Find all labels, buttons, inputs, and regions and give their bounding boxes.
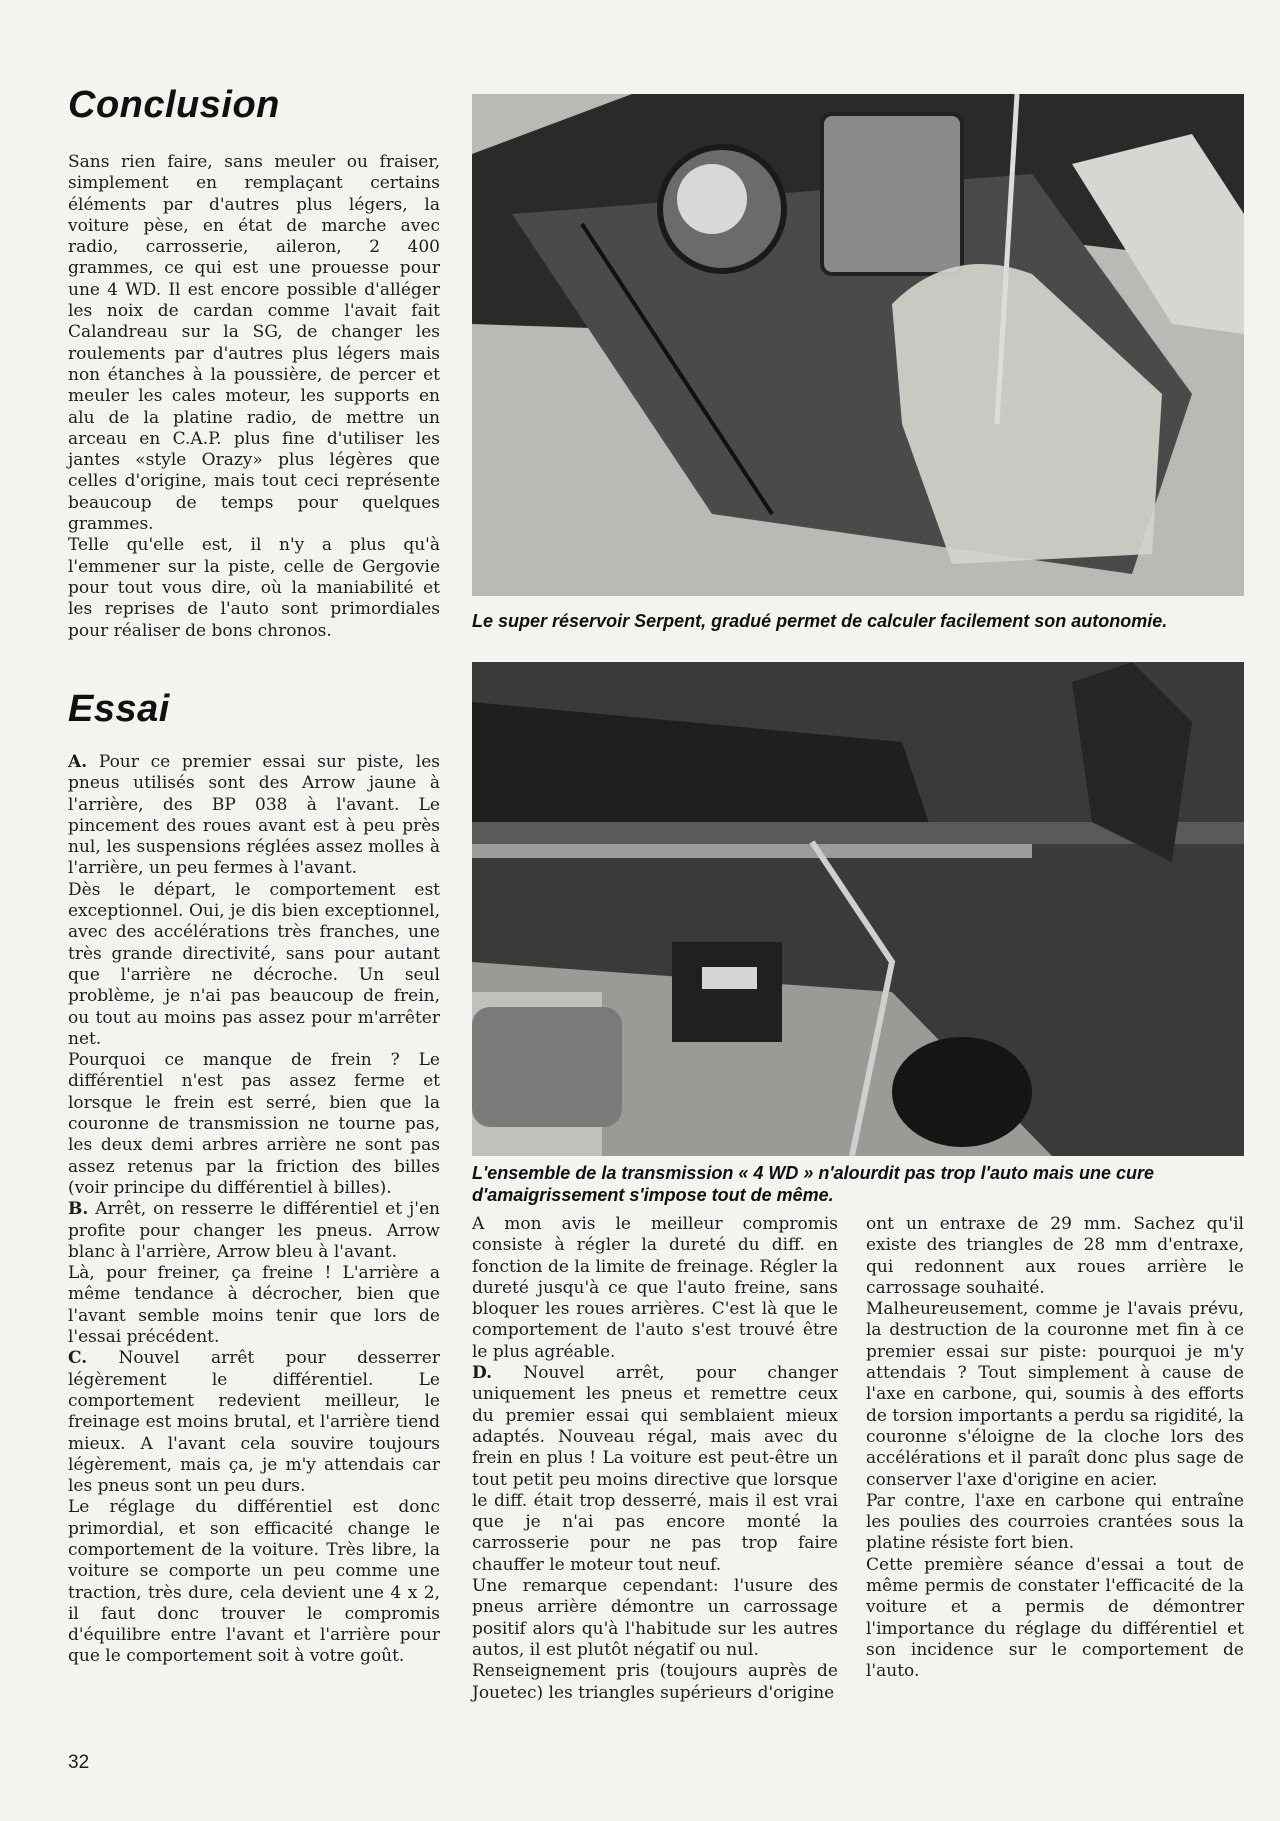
essai-paragraph-4: [68, 1199, 440, 1263]
essai-lead-c: C.: [68, 1348, 88, 1369]
photo-transmission-caption: L'ensemble de la transmission « 4 WD » n'alourdit pas trop l'auto mais une cure d'amaigrissement s'impose tout de même.: [472, 1163, 1155, 1205]
col2-paragraph-1: [472, 1214, 838, 1363]
conclusion-heading: Conclusion: [68, 84, 280, 126]
col3-paragraph-4: Cette première séance d'essai a tout de même permis de constater l'efficacité de la voiture et a permis de démontrer l'importance du réglage du différentiel et son incidence sur le comportement de l'auto.: [866, 1554, 1244, 1682]
essai-body: [68, 752, 440, 1668]
col2-paragraph-2: [472, 1363, 838, 1576]
conclusion-paragraph-1: Sans rien faire, sans meuler ou fraiser, simplement en remplaçant certains éléments par d'autres plus légers, la voiture pèse, en état de marche avec radio, carrosserie, aileron, 2 400 grammes, ce qui est une prouesse pour une 4 WD. Il est encore possible d'alléger les noix de cardan comme l'avait fait Calandreau sur la SG, de changer les roulements par d'autres plus légers mais non étanches à la poussière, de percer et meuler les cales moteur, les supports en alu de la platine radio, de mettre un arceau en C.A.P. plus fine d'utiliser les jantes «style Orazy» plus légères que celles d'origine, mais tout ceci représente beaucoup de temps pour quelques grammes.: [68, 152, 440, 535]
col2-text-2: Nouvel arrêt, pour changer uniquement les pneus et remettre ceux du premier essai qui semblaient mieux adaptés. Nouveau régal, mais avec du frein en plus ! La voiture est peut-être un tout petit peu moins directive que lorsque le diff. était trop desserré, mais il est vrai que je n'ai pas encore monté la carrosserie pour ne pas trop faire chauffer le moteur tout neuf.: [472, 1363, 838, 1575]
essai-paragraph-5: [68, 1263, 440, 1348]
essai-text-3: Pourquoi ce manque de frein ? Le différentiel n'est pas assez ferme et lorsque le frein est serré, bien que la couronne de transmission ne tourne pas, les deux demi arbres arrière ne sont pas assez retenus par la friction des billes (voir principe du différentiel à billes).: [68, 1050, 440, 1198]
photo-fuel-tank-caption: Le super réservoir Serpent, gradué permet de calculer facilement son autonomie.: [472, 611, 1168, 631]
conclusion-body: [68, 152, 440, 642]
essai-paragraph-1: [68, 752, 440, 880]
essai-text-4: Arrêt, on resserre le différentiel et j'en profite pour changer les pneus. Arrow blanc à l'arrière, Arrow bleu à l'avant.: [68, 1199, 440, 1262]
photo-fuel-tank-drawing: [472, 94, 1244, 596]
essai-text-7: Le réglage du différentiel est donc primordial, et son efficacité change le comportement de la voiture. Très libre, la voiture se comporte un peu comme une traction, très dure, cela devient une 4 x 2, il faut donc trouver le compromis d'équilibre entre l'avant et l'arrière pour que le comportement soit à votre goût.: [68, 1497, 440, 1667]
essai-lead-b: B.: [68, 1199, 89, 1220]
col2-text-4: Renseignement pris (toujours auprès de Jouetec) les triangles supérieurs d'origine: [472, 1661, 838, 1703]
photo-transmission: [472, 662, 1244, 1156]
col3-paragraph-3: Par contre, l'axe en carbone qui entraîne les poulies des courroies crantées sous la platine résiste fort bien.: [866, 1490, 1244, 1554]
col2-lead-d: D.: [472, 1363, 493, 1384]
col2-text-3: Une remarque cependant: l'usure des pneus arrière démontre un carrossage positif alors qu'à l'habitude sur les autres autos, il est plutôt négatif ou nul.: [472, 1576, 838, 1660]
essai-heading: Essai: [68, 688, 170, 730]
page-number: 32: [68, 1752, 90, 1773]
essai-paragraph-3: [68, 1050, 440, 1199]
conclusion-paragraph-2: Telle qu'elle est, il n'y a plus qu'à l'emmener sur la piste, celle de Gergovie pour tout vous dire, où la maniabilité et les reprises de l'auto sont primordiales pour réaliser de bons chronos.: [68, 535, 440, 641]
essai-paragraph-7: [68, 1497, 440, 1667]
column-3-body: [866, 1214, 1244, 1683]
essai-text-2: Dès le départ, le comportement est exceptionnel. Oui, je dis bien exceptionnel, avec des accélérations très franches, une très grande directivité, sans pour autant que l'arrière ne décroche. Un seul problème, je n'ai pas beaucoup de frein, ou tout au moins pas assez pour m'arrêter net.: [68, 879, 440, 1049]
photo-transmission-drawing: [472, 662, 1244, 1156]
essai-paragraph-2: [68, 880, 440, 1050]
column-2-body: [472, 1214, 838, 1704]
col3-paragraph-2: Malheureusement, comme je l'avais prévu, la destruction de la couronne met fin à ce premier essai sur piste: pourquoi je m'y attendais ? Tout simplement à cause de l'axe en carbone, qui, soumis à des efforts de torsion importants a perdu sa rigidité, la couronne s'éloigne de la cloche lors des accélérations et il paraît donc plus sage de conserver l'axe d'origine en acier.: [866, 1299, 1244, 1490]
essai-text-5: Là, pour freiner, ça freine ! L'arrière a même tendance à décrocher, bien que l'avant semble moins tenir que lors de l'essai précédent.: [68, 1263, 440, 1348]
essai-lead-a: A.: [68, 752, 88, 772]
essai-text-1: Pour ce premier essai sur piste, les pneus utilisés sont des Arrow jaune à l'arrière, des BP 038 à l'avant. Le pincement des roues avant est à peu près nul, les suspensions réglées assez molles à l'arrière, un peu fermes à l'avant.: [68, 752, 440, 879]
col2-paragraph-3: [472, 1576, 838, 1661]
col2-paragraph-4: [472, 1661, 838, 1704]
photo-fuel-tank: [472, 94, 1244, 596]
col2-text-1: A mon avis le meilleur compromis consiste à régler la dureté du diff. en fonction de la limite de freinage. Régler la dureté jusqu'à ce que l'auto freine, sans bloquer les roues arrières. C'est là que le comportement de l'auto s'est trouvé être le plus agréable.: [472, 1214, 838, 1362]
col3-paragraph-1: ont un entraxe de 29 mm. Sachez qu'il existe des triangles de 28 mm d'entraxe, qui redonnent aux roues arrière le carrossage souhaité.: [866, 1214, 1244, 1298]
essai-text-6: Nouvel arrêt pour desserrer légèrement le différentiel. Le comportement redevient meilleur, le freinage est moins brutal, et l'arrière tiend mieux. A l'avant cela souvire toujours légèrement, mais ça, je m'y attendais car les pneus sont un peu durs.: [68, 1348, 440, 1497]
essai-paragraph-6: [68, 1348, 440, 1497]
